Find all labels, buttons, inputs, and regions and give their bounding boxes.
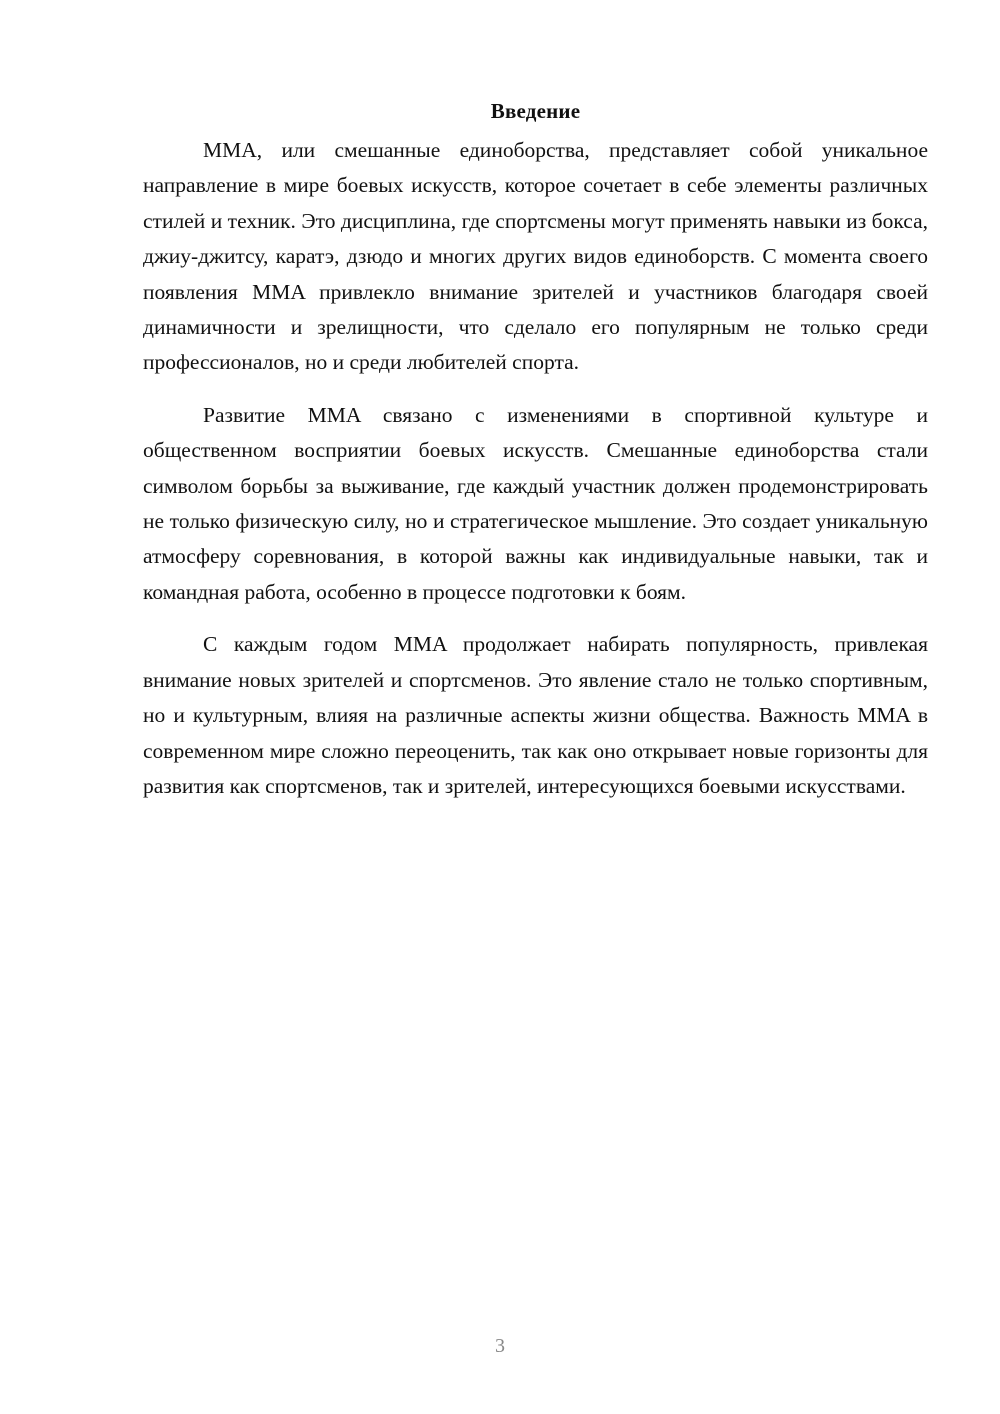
page-number: 3 (495, 1335, 505, 1357)
page-content (143, 97, 928, 821)
paragraph-2: Развитие MMA связано с изменениями в спортивной культуре и общественном восприятии боевых искусств. Смешанные единоборства стали символом борьбы за выживание, где каждый участник должен продемонстрировать не только физическую силу, но и стратегическое мышление. Это создает уникальную атмосферу соревнования, в которой важны как индивидуальные навыки, так и командная работа, особенно в процессе подготовки к боям. (143, 402, 928, 604)
section-title: Введение (490, 99, 581, 123)
paragraph-3: С каждым годом MMA продолжает набирать популярность, привлекая внимание новых зрителей и спортсменов. Это явление стало не только спортивным, но и культурным, влияя на различные аспекты жизни общества. Важность MMA в современном мире сложно переоценить, так как оно открывает новые горизонты для развития как спортсменов, так и зрителей, интересующихся боевыми искусствами. (143, 632, 928, 798)
paragraph-1: MMA, или смешанные единоборства, представляет собой уникальное направление в мире боевых искусств, которое сочетает в себе элементы различных стилей и техник. Это дисциплина, где спортсмены могут применять навыки из бокса, джиу-джитсу, каратэ, дзюдо и многих других видов единоборств. С момента своего появления MMA привлекло внимание зрителей и участников благодаря своей динамичности и зрелищности, что сделало его популярным не только среди профессионалов, но и среди любителей спорта. (143, 138, 928, 375)
